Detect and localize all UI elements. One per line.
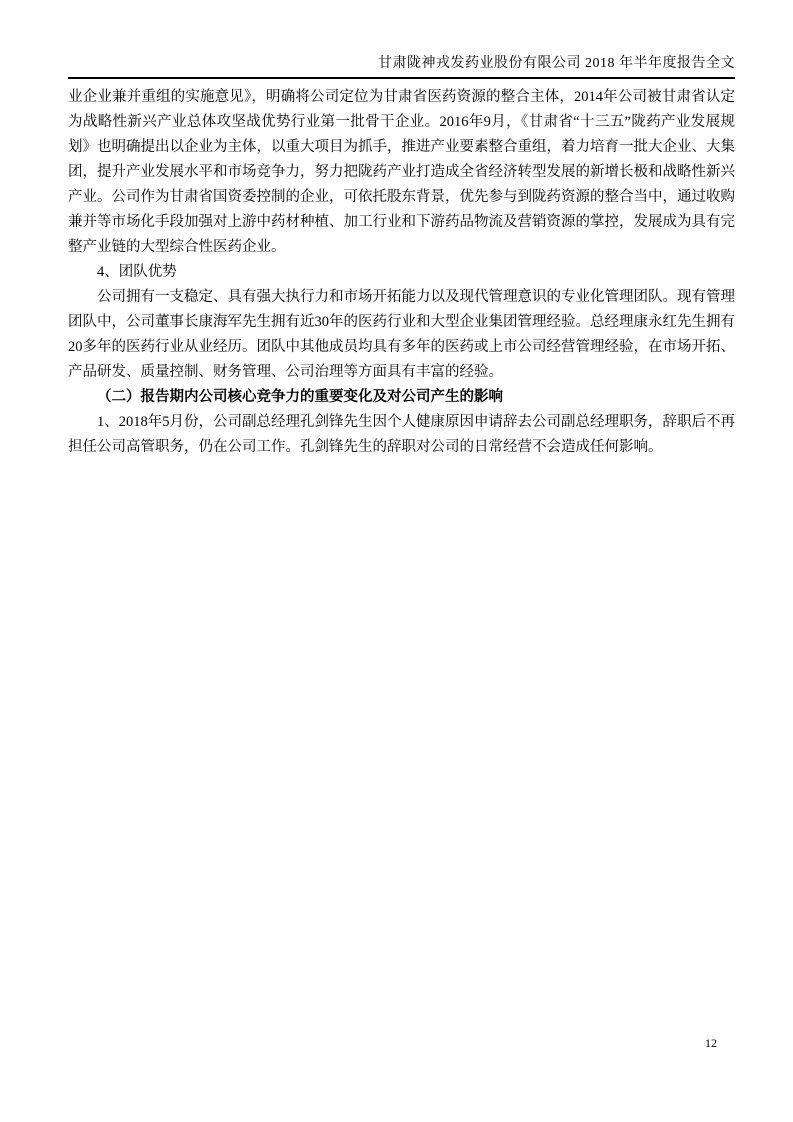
page-header-title: 甘肃陇神戎发药业股份有限公司 2018 年半年度报告全文 (378, 56, 735, 71)
section-heading-team-advantage: 4、团队优势 (97, 264, 177, 280)
document-body (68, 85, 735, 460)
header-divider (68, 77, 735, 79)
page-number: 12 (705, 1036, 717, 1050)
body-paragraph-team: 公司拥有一支稳定、具有强大执行力和市场开拓能力以及现代管理意识的专业化管理团队。现有管理团队中，公司董事长康海军先生拥有近30年的医药行业和大型企业集团管理经验。总经理康永红先生拥有20多年的医药行业从业经历。团队中其他成员均具有多年的医药或上市公司经营管理经验，在市场开拓、产品研发、质量控制、财务管理、公司治理等方面具有丰富的经验。 (68, 289, 735, 380)
body-paragraph-resignation: 1、2018年5月份，公司副总经理孔剑锋先生因个人健康原因申请辞去公司副总经理职务，辞职后不再担任公司高管职务，仍在公司工作。孔剑锋先生的辞职对公司的日常经营不会造成任何影响。 (68, 414, 735, 455)
section-heading-core-competitiveness-change: （二）报告期内公司核心竞争力的重要变化及对公司产生的影响 (97, 389, 503, 405)
body-paragraph-continuation: 业企业兼并重组的实施意见》，明确将公司定位为甘肃省医药资源的整合主体，2014年公司被甘肃省认定为战略性新兴产业总体攻坚战优势行业第一批骨干企业。2016年9月，《甘肃省“十三五”陇药产业发展规划》也明确提出以企业为主体，以重大项目为抓手，推进产业要素整合重组，着力培育一批大企业、大集团，提升产业发展水平和市场竞争力，努力把陇药产业打造成全省经济转型发展的新增长极和战略性新兴产业。公司作为甘肃省国资委控制的企业，可依托股东背景，优先参与到陇药资源的整合当中，通过收购兼并等市场化手段加强对上游中药材种植、加工行业和下游药品物流及营销资源的掌控，发展成为具有完整产业链的大型综合性医药企业。 (68, 89, 735, 255)
page-header (68, 55, 735, 79)
